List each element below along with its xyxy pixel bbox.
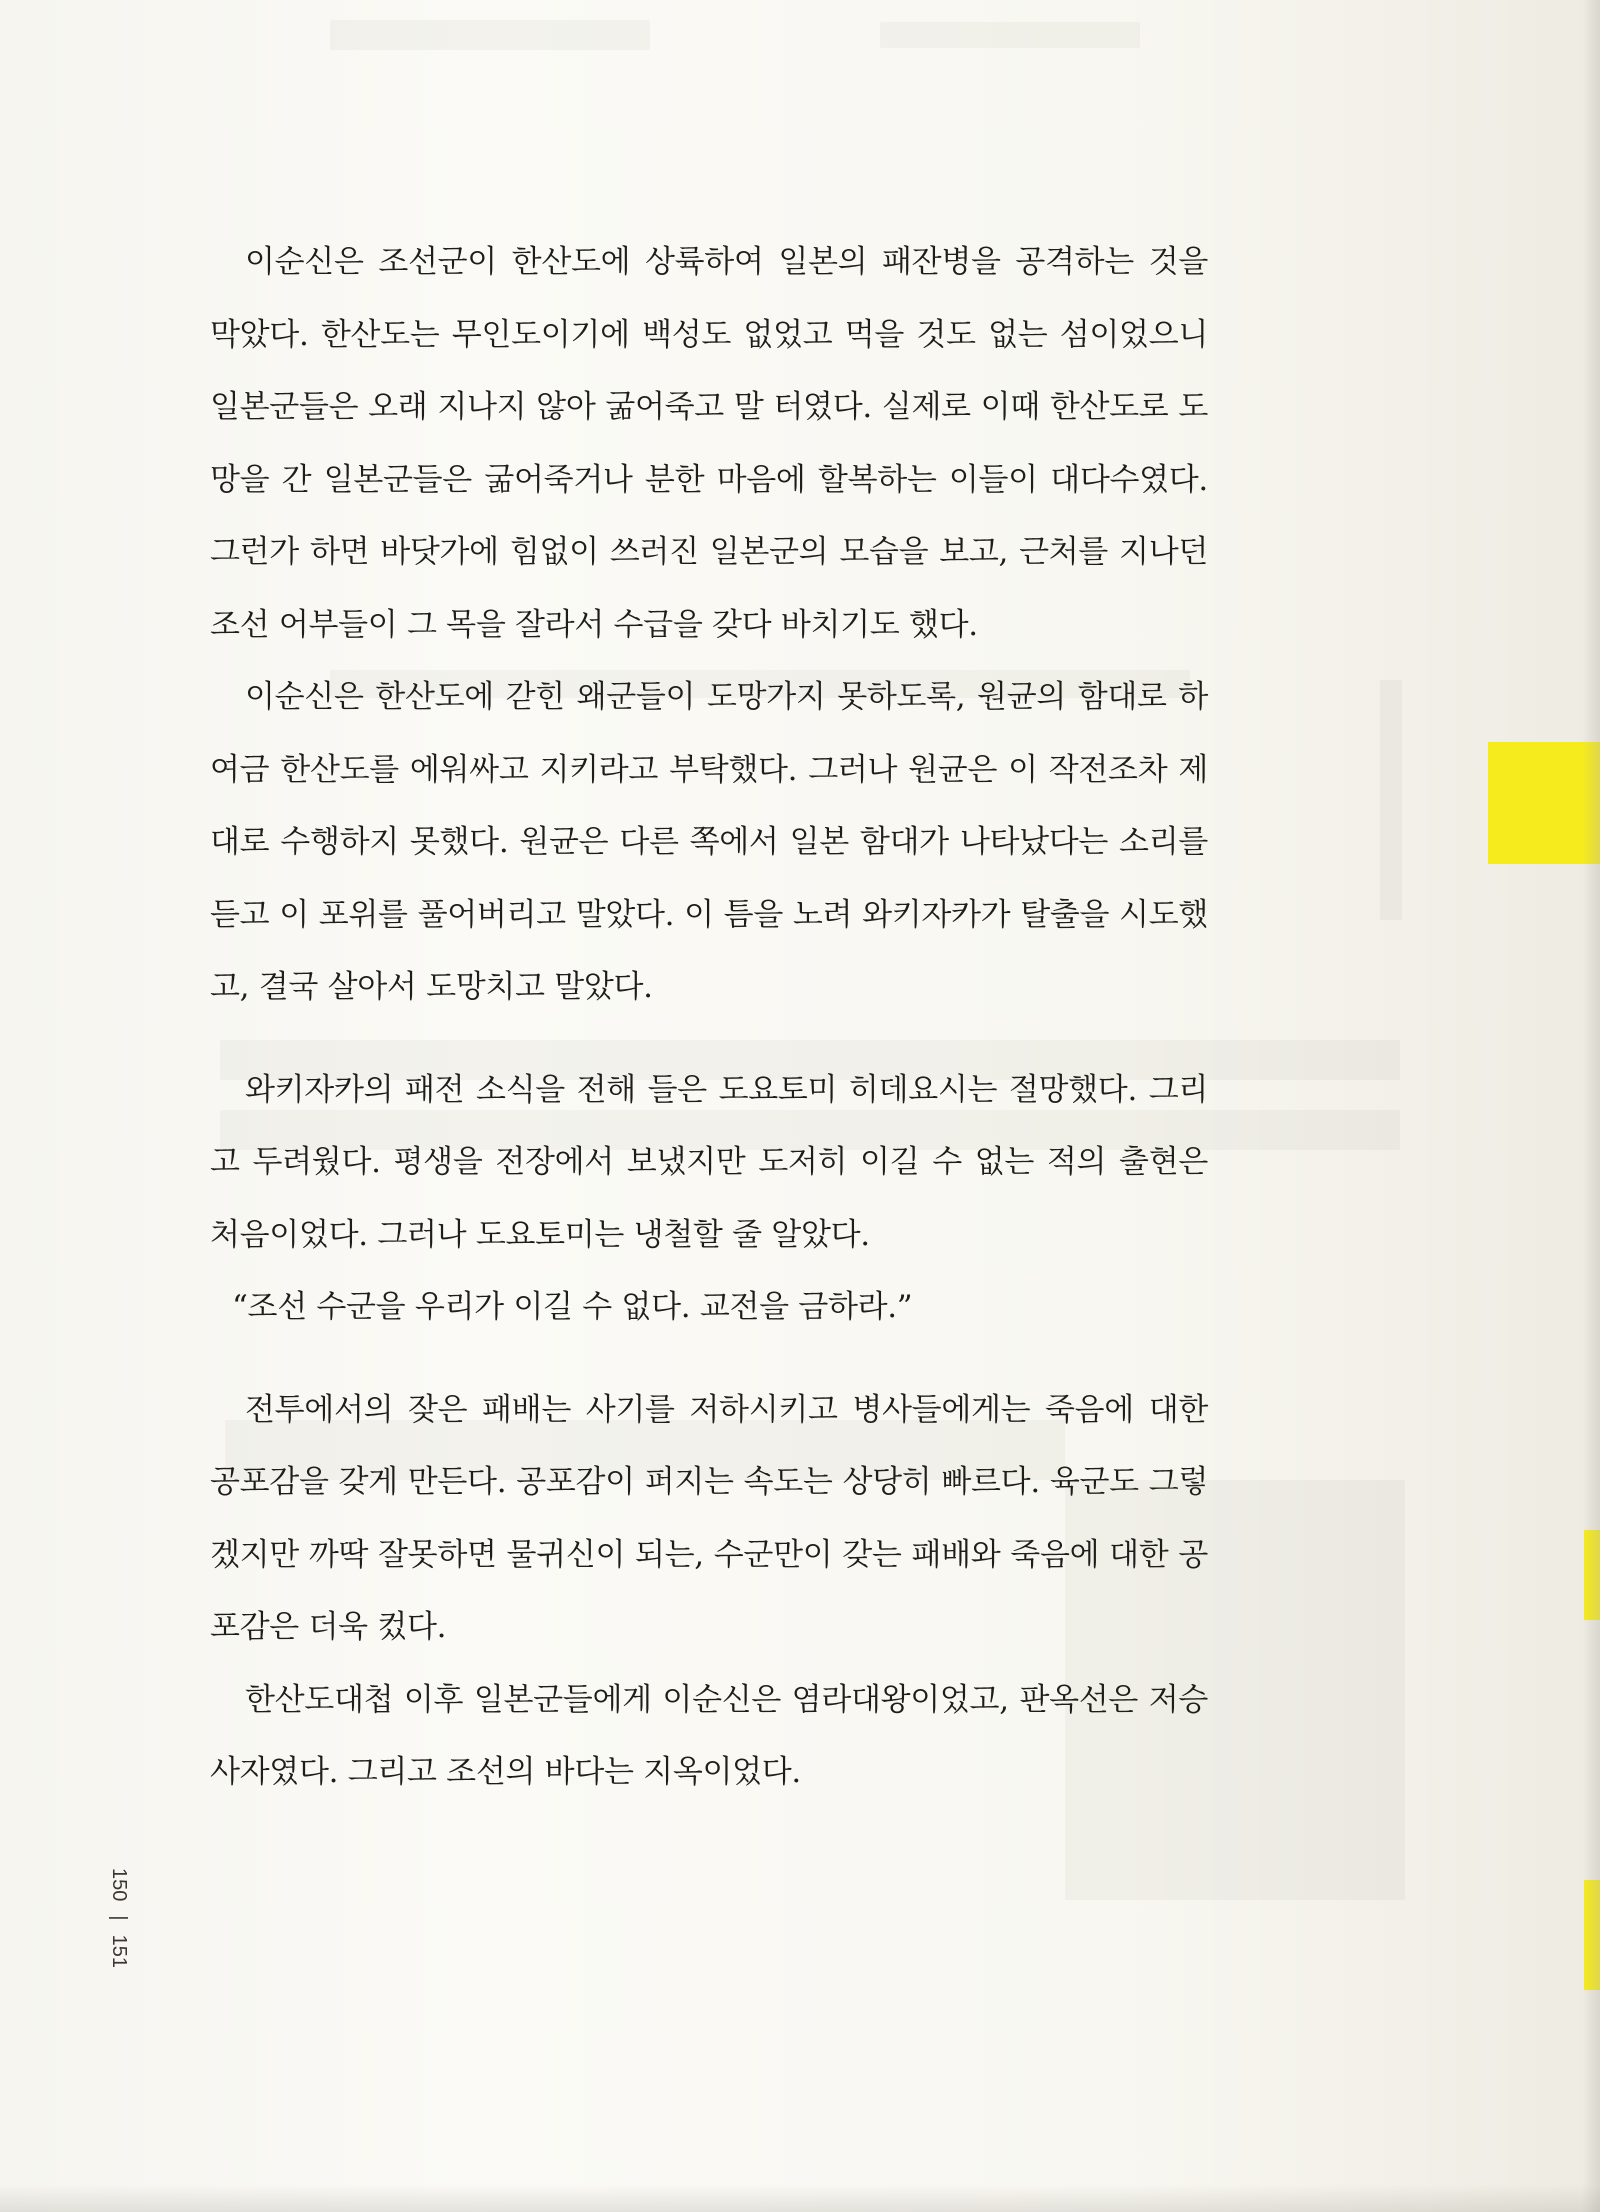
bleed-through-shadow — [1380, 680, 1402, 920]
paragraph: 전투에서의 잦은 패배는 사기를 저하시키고 병사들에게는 죽음에 대한 공포감을 갖게 만든다. 공포감이 퍼지는 속도는 상당히 빠르다. 육군도 그렇겠지만 까딱 잘못하면 물귀신이 되는, 수군만이 갖는 패배와 죽음에 대한 공포감은 더욱 컸다. — [210, 1391, 1208, 1645]
page-edge-shadow — [1582, 0, 1600, 2212]
paragraph: 이순신은 조선군이 한산도에 상륙하여 일본의 패잔병을 공격하는 것을 막았다. 한산도는 무인도이기에 백성도 없었고 먹을 것도 없는 섬이었으니 일본군들은 오래 지나지 않아 굶어죽고 말 터였다. 실제로 이때 한산도로 도망을 간 일본군들은 굶어죽거나 분한 마음에 할복하는 이들이 대다수였다. 그런가 하면 바닷가에 힘없이 쓰러진 일본군의 모습을 보고, 근처를 지나던 조선 어부들이 그 목을 잘라서 수급을 갖다 바치기도 했다. — [210, 244, 1208, 643]
bleed-through-shadow — [880, 22, 1140, 48]
paragraph: 이순신은 한산도에 갇힌 왜군들이 도망가지 못하도록, 원균의 함대로 하여금 한산도를 에워싸고 지키라고 부탁했다. 그러나 원균은 이 작전조차 제대로 수행하지 못했다. 원균은 다른 쪽에서 일본 함대가 나타났다는 소리를 듣고 이 포위를 풀어버리고 말았다. 이 틈을 노려 와키자카가 탈출을 시도했고, 결국 살아서 도망치고 말았다. — [210, 679, 1208, 1005]
page-edge-shadow — [0, 2184, 1600, 2212]
page-numbers — [100, 1868, 140, 1988]
bleed-through-shadow — [330, 20, 650, 50]
page-number-left: 150 — [108, 1868, 130, 1902]
page-number-right: 151 — [108, 1934, 130, 1968]
body-text — [210, 226, 1208, 1809]
paragraph: 와키자카의 패전 소식을 전해 들은 도요토미 히데요시는 절망했다. 그리고 두려웠다. 평생을 전장에서 보냈지만 도저히 이길 수 없는 적의 출현은 처음이었다. 그러나 도요토미는 냉철할 줄 알았다. — [210, 1071, 1208, 1253]
quote: “조선 수군을 우리가 이길 수 없다. 교전을 금하라.” — [232, 1289, 913, 1325]
paragraph: 한산도대첩 이후 일본군들에게 이순신은 염라대왕이었고, 판옥선은 저승사자였다. 그리고 조선의 바다는 지옥이었다. — [210, 1681, 1208, 1790]
page-number-separator: | — [108, 1915, 130, 1921]
